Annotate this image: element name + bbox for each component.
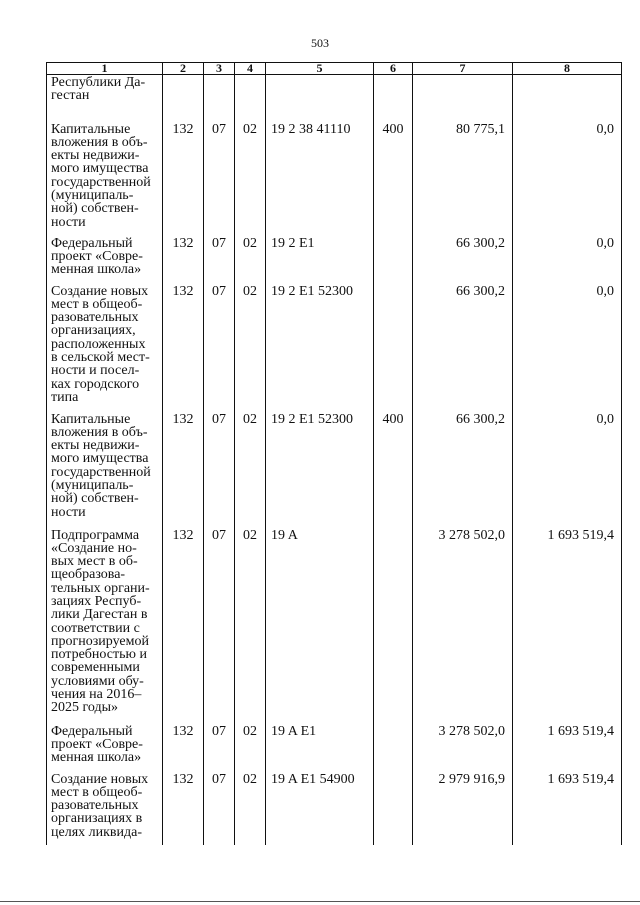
section-code-cell xyxy=(204,75,235,123)
amount-col7-cell: 2 979 916,9 xyxy=(413,773,513,845)
row-name-cell xyxy=(47,75,163,123)
column-header-8: 8 xyxy=(513,63,622,75)
row-name-line: мест в общеоб- xyxy=(51,784,143,800)
row-name-line: Подпрограмма xyxy=(51,527,140,543)
row-name-line: ности xyxy=(51,504,86,520)
table-row xyxy=(47,237,622,285)
ministry-code-cell: 132 xyxy=(163,285,204,413)
row-name-line: гестан xyxy=(51,88,90,104)
amount-col7-cell: 80 775,1 xyxy=(413,123,513,237)
column-header-5: 5 xyxy=(266,63,374,75)
row-name-line: организациях, xyxy=(51,323,136,339)
table-row xyxy=(47,123,622,237)
target-article-cell: 19 2 E1 xyxy=(266,237,374,285)
ministry-code-cell: 132 xyxy=(163,413,204,529)
amount-col7-cell: 66 300,2 xyxy=(413,413,513,529)
column-header-3: 3 xyxy=(204,63,235,75)
row-name-line: современными xyxy=(51,660,140,676)
row-name-line: чения на 2016– xyxy=(51,687,142,703)
ministry-code-cell: 132 xyxy=(163,773,204,845)
table-row xyxy=(47,285,622,413)
page-number: 503 xyxy=(311,36,329,50)
table-row xyxy=(47,725,622,773)
subsection-code-cell xyxy=(235,75,266,123)
amount-col8-cell: 1 693 519,4 xyxy=(513,725,622,773)
section-code-cell: 07 xyxy=(204,725,235,773)
section-code-cell: 07 xyxy=(204,773,235,845)
row-name-cell xyxy=(47,773,163,845)
target-article-cell: 19 2 E1 52300 xyxy=(266,413,374,529)
expense-type-cell xyxy=(374,75,413,123)
row-name-line: организациях в xyxy=(51,811,143,827)
row-name-cell xyxy=(47,237,163,285)
row-name-cell xyxy=(47,285,163,413)
row-name-line: Федеральный xyxy=(51,235,133,251)
target-article-cell: 19 2 38 41110 xyxy=(266,123,374,237)
table-body xyxy=(47,75,622,845)
table-row xyxy=(47,75,622,123)
subsection-code-cell: 02 xyxy=(235,237,266,285)
subsection-code-cell: 02 xyxy=(235,773,266,845)
subsection-code-cell: 02 xyxy=(235,725,266,773)
row-name-line: ности и посел- xyxy=(51,363,140,379)
target-article-cell: 19 2 E1 52300 xyxy=(266,285,374,413)
expense-type-cell: 400 xyxy=(374,413,413,529)
subsection-code-cell: 02 xyxy=(235,123,266,237)
table-row xyxy=(47,773,622,845)
row-name-line: 2025 годы» xyxy=(51,700,119,716)
row-name-line: типа xyxy=(51,389,79,405)
amount-col8-cell: 1 693 519,4 xyxy=(513,529,622,725)
expense-type-cell: 400 xyxy=(374,123,413,237)
row-name-line: (муниципаль- xyxy=(51,477,134,493)
amount-col8-cell: 1 693 519,4 xyxy=(513,773,622,845)
row-name-line: лики Дагестан в xyxy=(51,607,148,623)
table-row xyxy=(47,413,622,529)
row-name-line: мого имущества xyxy=(51,451,149,467)
row-name-line: потребностью и xyxy=(51,647,147,663)
amount-col8-cell: 0,0 xyxy=(513,123,622,237)
row-name-line: целях ликвида- xyxy=(51,824,143,840)
row-name-cell xyxy=(47,529,163,725)
budget-table xyxy=(46,62,622,845)
row-name-line: Федеральный xyxy=(51,723,133,739)
expense-type-cell xyxy=(374,529,413,725)
section-code-cell: 07 xyxy=(204,123,235,237)
row-name-line: Капитальные xyxy=(51,411,131,427)
column-header-2: 2 xyxy=(163,63,204,75)
row-name-cell xyxy=(47,123,163,237)
section-code-cell: 07 xyxy=(204,237,235,285)
ministry-code-cell: 132 xyxy=(163,529,204,725)
row-name-line: ной) собствен- xyxy=(51,491,139,507)
row-name-line: щеобразова- xyxy=(51,567,126,583)
column-header-1: 1 xyxy=(47,63,163,75)
row-name-line: мого имущества xyxy=(51,161,149,177)
ministry-code-cell: 132 xyxy=(163,237,204,285)
row-name-line: зациях Респуб- xyxy=(51,593,142,609)
amount-col8-cell: 0,0 xyxy=(513,237,622,285)
amount-col8-cell: 0,0 xyxy=(513,285,622,413)
amount-col7-cell: 66 300,2 xyxy=(413,237,513,285)
expense-type-cell xyxy=(374,725,413,773)
ministry-code-cell: 132 xyxy=(163,123,204,237)
expense-type-cell xyxy=(374,237,413,285)
subsection-code-cell: 02 xyxy=(235,529,266,725)
amount-col7-cell: 66 300,2 xyxy=(413,285,513,413)
row-name-line: государственной xyxy=(51,464,151,480)
amount-col8-cell xyxy=(513,75,622,123)
amount-col7-cell: 3 278 502,0 xyxy=(413,725,513,773)
column-header-6: 6 xyxy=(374,63,413,75)
row-name-line: условиями обу- xyxy=(51,673,144,689)
row-name-line: «Создание но- xyxy=(51,540,137,556)
expense-type-cell xyxy=(374,773,413,845)
row-name-line: вложения в объ- xyxy=(51,424,148,440)
column-header-4: 4 xyxy=(235,63,266,75)
row-name-line: Капитальные xyxy=(51,121,131,137)
section-code-cell: 07 xyxy=(204,285,235,413)
row-name-line: мест в общеоб- xyxy=(51,296,143,312)
row-name-line: прогнозируемой xyxy=(51,633,149,649)
table-header-row xyxy=(47,63,622,75)
ministry-code-cell xyxy=(163,75,204,123)
row-name-line: в сельской мест- xyxy=(51,349,150,365)
row-name-line: соответствии с xyxy=(51,620,140,636)
amount-col7-cell xyxy=(413,75,513,123)
page-bottom-rule xyxy=(0,901,640,902)
row-name-line: вложения в объ- xyxy=(51,134,148,150)
target-article-cell xyxy=(266,75,374,123)
expense-type-cell xyxy=(374,285,413,413)
row-name-cell xyxy=(47,725,163,773)
amount-col8-cell: 0,0 xyxy=(513,413,622,529)
section-code-cell: 07 xyxy=(204,529,235,725)
subsection-code-cell: 02 xyxy=(235,413,266,529)
row-name-line: ности xyxy=(51,214,86,230)
row-name-line: проект «Совре- xyxy=(51,736,143,752)
row-name-line: разовательных xyxy=(51,798,139,814)
row-name-line: вых мест в об- xyxy=(51,554,138,570)
target-article-cell: 19 A E1 xyxy=(266,725,374,773)
ministry-code-cell: 132 xyxy=(163,725,204,773)
row-name-line: екты недвижи- xyxy=(51,148,140,164)
row-name-line: екты недвижи- xyxy=(51,438,140,454)
section-code-cell: 07 xyxy=(204,413,235,529)
subsection-code-cell: 02 xyxy=(235,285,266,413)
target-article-cell: 19 A E1 54900 xyxy=(266,773,374,845)
row-name-line: тельных органи- xyxy=(51,580,150,596)
row-name-line: менная школа» xyxy=(51,750,142,766)
row-name-line: менная школа» xyxy=(51,262,142,278)
column-header-7: 7 xyxy=(413,63,513,75)
row-name-line: расположенных xyxy=(51,336,146,352)
amount-col7-cell: 3 278 502,0 xyxy=(413,529,513,725)
row-name-line: Создание новых xyxy=(51,283,149,299)
row-name-cell xyxy=(47,413,163,529)
target-article-cell: 19 A xyxy=(266,529,374,725)
row-name-line: проект «Совре- xyxy=(51,248,143,264)
row-name-line: Создание новых xyxy=(51,771,149,787)
row-name-line: Республики Да- xyxy=(51,75,146,90)
row-name-line: разовательных xyxy=(51,310,139,326)
row-name-line: (муниципаль- xyxy=(51,187,134,203)
row-name-line: государственной xyxy=(51,174,151,190)
row-name-line: ках городского xyxy=(51,376,140,392)
table-row xyxy=(47,529,622,725)
row-name-line: ной) собствен- xyxy=(51,201,139,217)
